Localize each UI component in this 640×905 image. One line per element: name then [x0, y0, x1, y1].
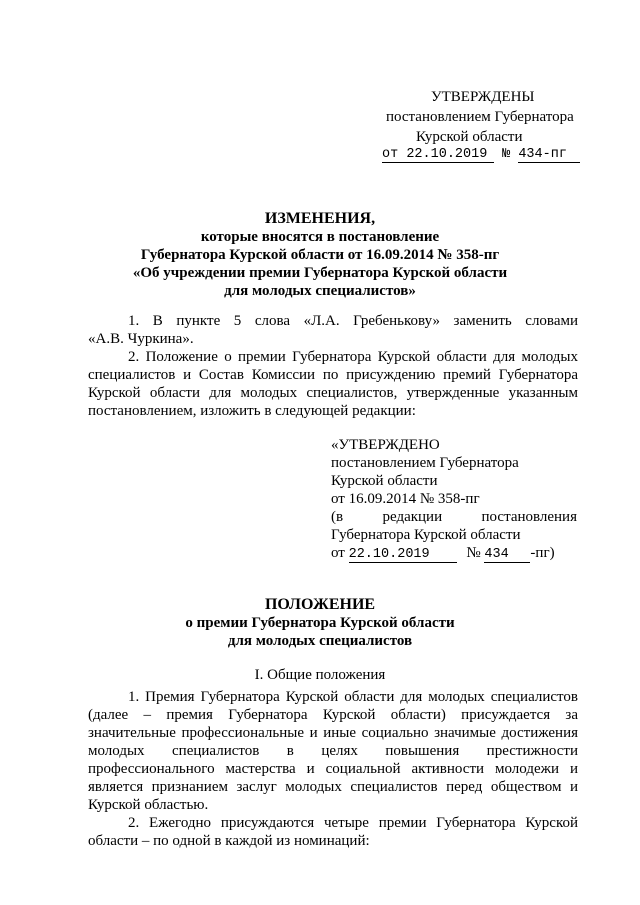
regulation-line: для молодых специалистов	[227, 633, 413, 649]
regulation-line: о премии Губернатора Курской области	[185, 615, 455, 631]
approval-date-line: от 22.10.2019 № 434-пг	[382, 146, 580, 165]
approval-date-line: от 22.10.2019 № 434 -пг)	[331, 545, 555, 562]
section-title: I. Общие положения	[254, 667, 386, 683]
heading-line: Губернатора Курской области от 16.09.2014 № 358-пг	[140, 247, 500, 263]
approval-title: «УТВЕРЖДЕНО	[331, 437, 440, 453]
approval-line: постановлением Губернатора	[331, 455, 519, 471]
heading-line: которые вносятся в постановление	[200, 229, 440, 245]
paragraph-line: 2. Положение о премии Губернатора Курской области для молодых	[128, 349, 578, 365]
approval-line: Курской области	[331, 473, 438, 489]
approval-line: Курской области	[416, 129, 523, 145]
heading-line: для молодых специалистов»	[224, 283, 416, 299]
paragraph-line: «А.В. Чуркина».	[88, 331, 194, 347]
paragraph-line: области – по одной в каждой из номинаций:	[88, 833, 370, 849]
approval-date-field: от 22.10.2019	[382, 147, 494, 163]
paragraph-line: Курской области для молодых специалистов, утвержденные указанным	[88, 385, 578, 401]
approval-number-field: 434-пг	[518, 147, 580, 163]
approval-date-field: 22.10.2019	[349, 547, 457, 563]
paragraph-line: постановлением, изложить в следующей редакции:	[88, 403, 416, 419]
approval-line: Губернатора Курской области	[331, 527, 521, 543]
heading-title: ИЗМЕНЕНИЯ,	[264, 210, 376, 227]
heading-line: «Об учреждении премии Губернатора Курской области	[132, 265, 508, 281]
approval-line: (в редакции постановления	[331, 509, 577, 525]
paragraph-line: Курской областью.	[88, 797, 209, 813]
paragraph-line: профессионального мастерства и социальной активности молодежи и	[88, 761, 578, 777]
approval-title: УТВЕРЖДЕНЫ	[431, 89, 535, 105]
approval-number-field: 434	[484, 547, 530, 563]
paragraph-line: значительные профессиональные и иные социально значимые достижения	[88, 725, 578, 741]
paragraph-line: является признанием заслуг молодых специалистов перед обществом и	[88, 779, 578, 795]
approval-line: постановлением Губернатора	[386, 109, 574, 125]
paragraph-line: молодых специалистов в целях повышения престижности	[88, 743, 578, 759]
approval-line: от 16.09.2014 № 358-пг	[331, 491, 480, 507]
regulation-title: ПОЛОЖЕНИЕ	[264, 596, 376, 613]
paragraph-line: 2. Ежегодно присуждаются четыре премии Губернатора Курской	[128, 815, 578, 831]
paragraph-line: специалистов и Состав Комиссии по присуждению премий Губернатора	[88, 367, 578, 383]
paragraph-line: 1. Премия Губернатора Курской области для молодых специалистов	[128, 689, 578, 705]
paragraph-line: (далее – премия Губернатора Курской области) присуждается за	[88, 707, 578, 723]
paragraph-line: 1. В пункте 5 слова «Л.А. Гребенькову» заменить словами	[128, 313, 578, 329]
